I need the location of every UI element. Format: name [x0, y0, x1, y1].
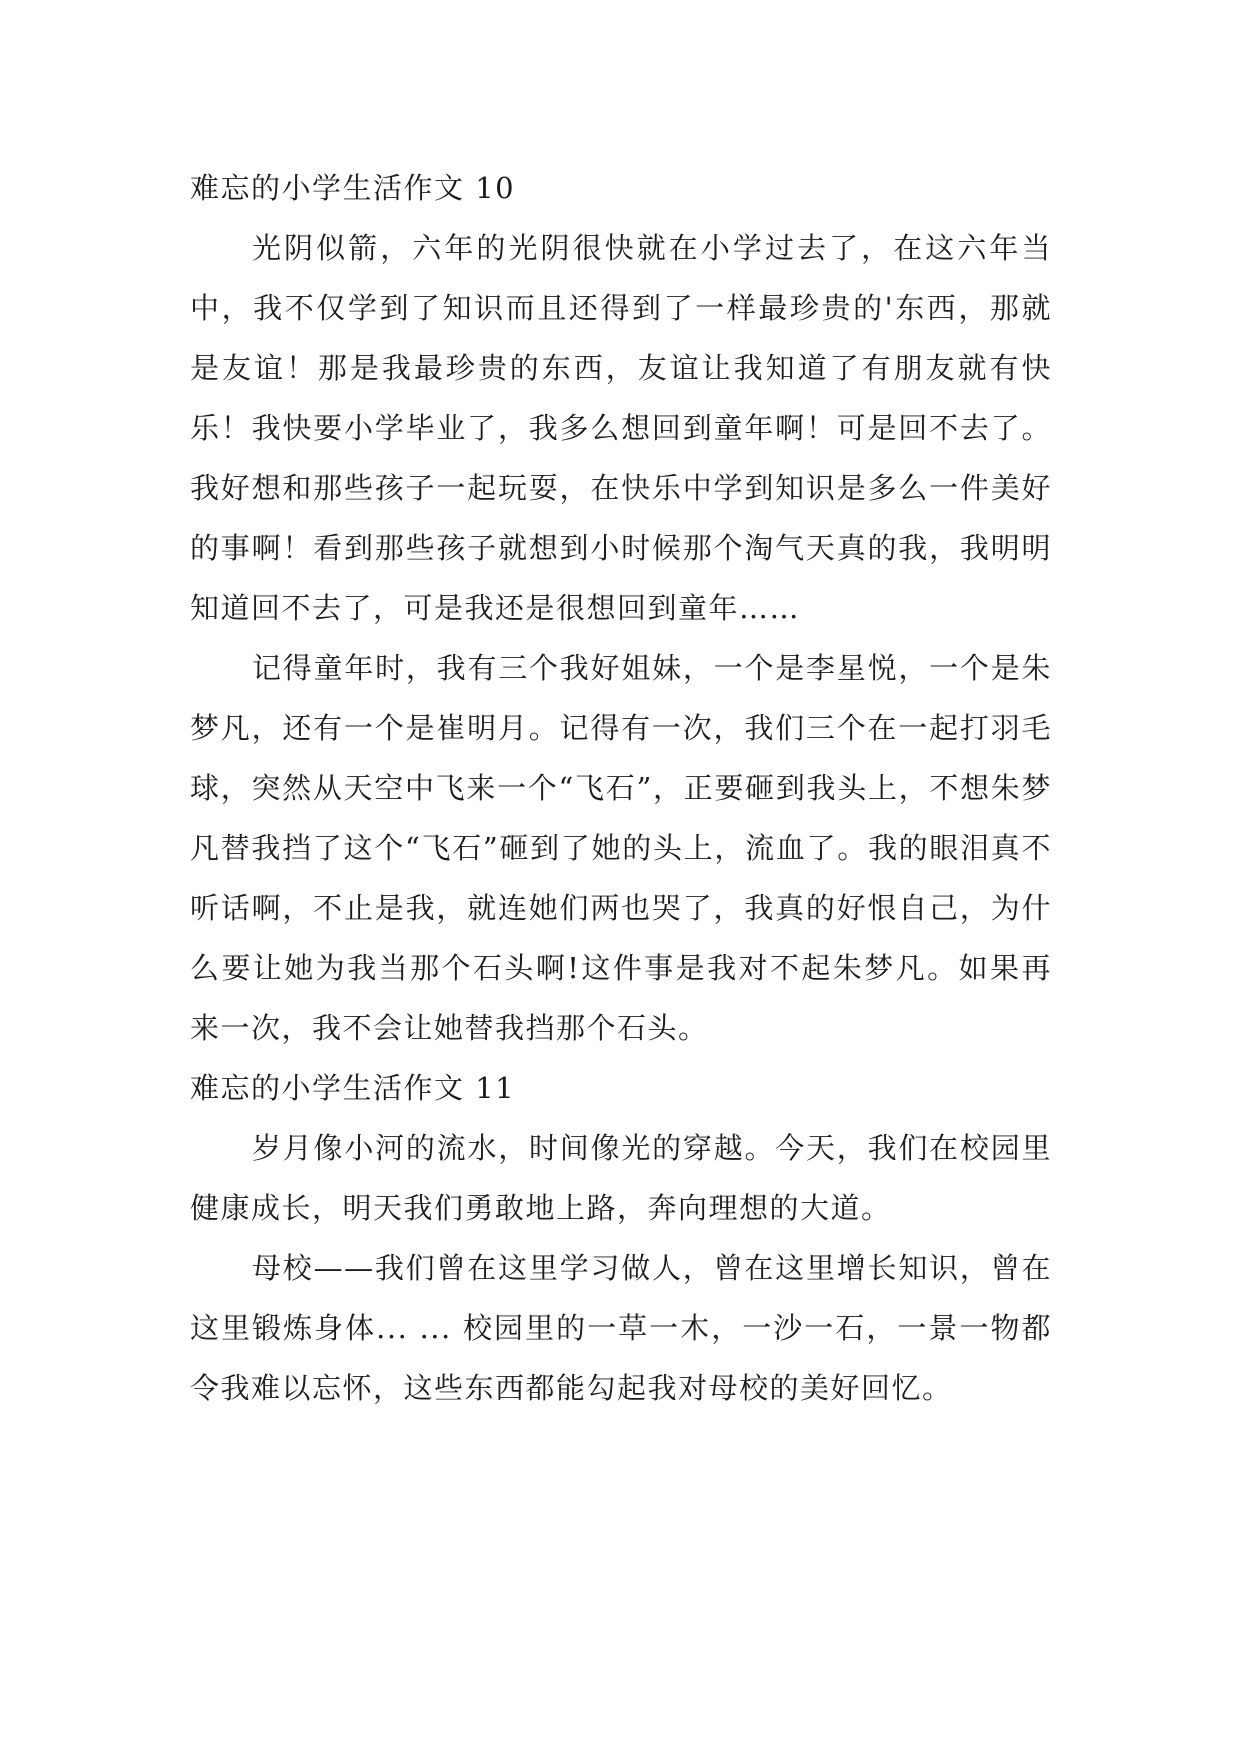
essay-section	[190, 158, 1052, 1058]
essay-paragraph: 岁月像小河的流水，时间像光的穿越。今天，我们在校园里健康成长，明天我们勇敢地上路，奔向理想的大道。	[190, 1131, 1052, 1225]
essay-paragraph: 光阴似箭，六年的光阴很快就在小学过去了，在这六年当中，我不仅学到了知识而且还得到了一样最珍贵的'东西，那就是友谊！那是我最珍贵的东西，友谊让我知道了有朋友就有快乐！我快要小学毕业了，我多么想回到童年啊！可是回不去了。我好想和那些孩子一起玩耍，在快乐中学到知识是多么一件美好的事啊！看到那些孩子就想到小时候那个淘气天真的我，我明明知道回不去了，可是我还是很想回到童年……	[190, 231, 1052, 625]
essay-paragraph: 记得童年时，我有三个我好姐妹，一个是李星悦，一个是朱梦凡，还有一个是崔明月。记得有一次，我们三个在一起打羽毛球，突然从天空中飞来一个“飞石”，正要砸到我头上，不想朱梦凡替我挡了这个“飞石”砸到了她的头上，流血了。我的眼泪真不听话啊，不止是我，就连她们两也哭了，我真的好恨自己，为什么要让她为我当那个石头啊!这件事是我对不起朱梦凡。如果再来一次，我不会让她替我挡那个石头。	[190, 651, 1052, 1045]
document-body	[190, 158, 1052, 1418]
essay-title: 难忘的小学生活作文 10	[190, 171, 516, 205]
essay-paragraph: 母校——我们曾在这里学习做人，曾在这里增长知识，曾在这里锻炼身体... ... 校园里的一草一木，一沙一石，一景一物都令我难以忘怀，这些东西都能勾起我对母校的美好回忆。	[190, 1251, 1052, 1405]
essay-title: 难忘的小学生活作文 11	[190, 1071, 516, 1105]
essay-section	[190, 1058, 1052, 1418]
